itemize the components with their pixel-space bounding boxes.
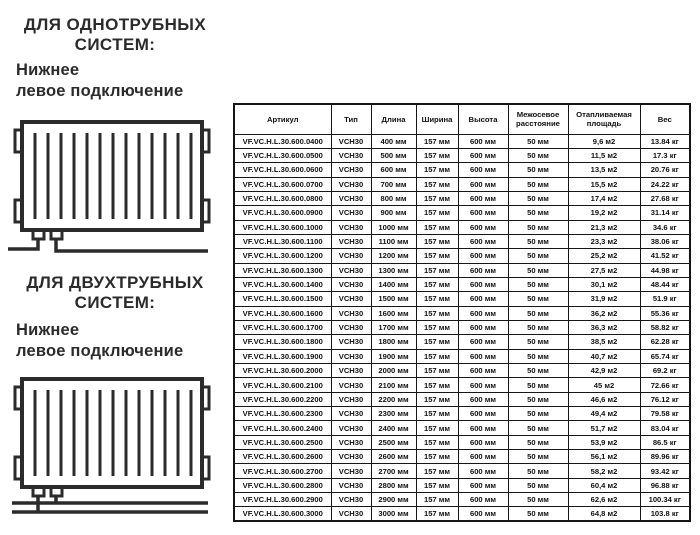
cell-heated-area: 31,9 м2 [568, 292, 640, 306]
section-heading-line: ДЛЯ ДВУХТРУБНЫХ [26, 273, 204, 292]
cell-height: 600 мм [458, 450, 508, 464]
cell-width: 157 мм [416, 263, 458, 277]
cell-length: 2300 мм [371, 407, 416, 421]
table-row [234, 450, 690, 464]
cell-height: 600 мм [458, 206, 508, 220]
cell-weight: 48.44 кг [640, 277, 690, 291]
cell-type: VCH30 [331, 478, 371, 492]
cell-axle-distance: 50 мм [508, 306, 568, 320]
cell-heated-area: 19,2 м2 [568, 206, 640, 220]
cell-type: VCH30 [331, 421, 371, 435]
section-heading-line: ДЛЯ ОДНОТРУБНЫХ [23, 15, 207, 34]
cell-type: VCH30 [331, 364, 371, 378]
table-row [234, 493, 690, 507]
cell-height: 600 мм [458, 493, 508, 507]
cell-article: VF.VC.H.L.30.600.1200 [234, 249, 331, 263]
cell-axle-distance: 50 мм [508, 435, 568, 449]
cell-article: VF.VC.H.L.30.600.0800 [234, 191, 331, 205]
cell-weight: 103.8 кг [640, 507, 690, 521]
table-row [234, 134, 690, 148]
cell-heated-area: 30,1 м2 [568, 277, 640, 291]
cell-axle-distance: 50 мм [508, 421, 568, 435]
cell-article: VF.VC.H.L.30.600.0400 [234, 134, 331, 148]
cell-article: VF.VC.H.L.30.600.1900 [234, 349, 331, 363]
table-row [234, 378, 690, 392]
cell-heated-area: 42,9 м2 [568, 364, 640, 378]
table-row [234, 507, 690, 521]
table-row [234, 392, 690, 406]
cell-height: 600 мм [458, 277, 508, 291]
cell-type: VCH30 [331, 220, 371, 234]
cell-height: 600 мм [458, 191, 508, 205]
cell-height: 600 мм [458, 435, 508, 449]
cell-axle-distance: 50 мм [508, 148, 568, 162]
cell-weight: 41.52 кг [640, 249, 690, 263]
cell-heated-area: 46,6 м2 [568, 392, 640, 406]
cell-length: 2800 мм [371, 478, 416, 492]
cell-type: VCH30 [331, 450, 371, 464]
cell-axle-distance: 50 мм [508, 507, 568, 521]
cell-width: 157 мм [416, 177, 458, 191]
column-header-article: Артикул [234, 104, 331, 134]
cell-width: 157 мм [416, 364, 458, 378]
table-row [234, 306, 690, 320]
cell-weight: 83.04 кг [640, 421, 690, 435]
cell-axle-distance: 50 мм [508, 493, 568, 507]
table-row [234, 349, 690, 363]
table-row [234, 320, 690, 334]
cell-weight: 38.06 кг [640, 234, 690, 248]
cell-type: VCH30 [331, 378, 371, 392]
column-header-weight: Вес [640, 104, 690, 134]
radiator-diagram-two-pipe [8, 375, 216, 520]
cell-type: VCH30 [331, 407, 371, 421]
cell-article: VF.VC.H.L.30.600.2400 [234, 421, 331, 435]
cell-article: VF.VC.H.L.30.600.3000 [234, 507, 331, 521]
cell-type: VCH30 [331, 320, 371, 334]
cell-weight: 44.98 кг [640, 263, 690, 277]
cell-height: 600 мм [458, 507, 508, 521]
cell-article: VF.VC.H.L.30.600.1100 [234, 234, 331, 248]
cell-article: VF.VC.H.L.30.600.1700 [234, 320, 331, 334]
cell-heated-area: 58,2 м2 [568, 464, 640, 478]
cell-length: 1200 мм [371, 249, 416, 263]
cell-height: 600 мм [458, 134, 508, 148]
cell-width: 157 мм [416, 191, 458, 205]
cell-height: 600 мм [458, 263, 508, 277]
cell-heated-area: 36,3 м2 [568, 320, 640, 334]
cell-width: 157 мм [416, 421, 458, 435]
cell-axle-distance: 50 мм [508, 450, 568, 464]
cell-type: VCH30 [331, 292, 371, 306]
cell-height: 600 мм [458, 478, 508, 492]
cell-type: VCH30 [331, 163, 371, 177]
cell-type: VCH30 [331, 306, 371, 320]
cell-height: 600 мм [458, 378, 508, 392]
cell-axle-distance: 50 мм [508, 478, 568, 492]
cell-width: 157 мм [416, 306, 458, 320]
cell-article: VF.VC.H.L.30.600.2300 [234, 407, 331, 421]
cell-axle-distance: 50 мм [508, 378, 568, 392]
cell-length: 2500 мм [371, 435, 416, 449]
cell-height: 600 мм [458, 177, 508, 191]
cell-weight: 76.12 кг [640, 392, 690, 406]
cell-article: VF.VC.H.L.30.600.1300 [234, 263, 331, 277]
cell-type: VCH30 [331, 177, 371, 191]
cell-type: VCH30 [331, 493, 371, 507]
cell-heated-area: 45 м2 [568, 378, 640, 392]
cell-weight: 65.74 кг [640, 349, 690, 363]
cell-axle-distance: 50 мм [508, 320, 568, 334]
section-heading-line: СИСТЕМ: [74, 293, 156, 312]
cell-axle-distance: 50 мм [508, 263, 568, 277]
connection-label-line: Нижнее [16, 321, 80, 339]
cell-type: VCH30 [331, 134, 371, 148]
cell-width: 157 мм [416, 478, 458, 492]
cell-height: 600 мм [458, 407, 508, 421]
cell-weight: 17.3 кг [640, 148, 690, 162]
cell-type: VCH30 [331, 234, 371, 248]
cell-weight: 79.58 кг [640, 407, 690, 421]
cell-length: 500 мм [371, 148, 416, 162]
cell-article: VF.VC.H.L.30.600.1000 [234, 220, 331, 234]
cell-axle-distance: 50 мм [508, 234, 568, 248]
cell-length: 600 мм [371, 163, 416, 177]
two-pipe-connection-label [0, 320, 230, 362]
cell-article: VF.VC.H.L.30.600.2100 [234, 378, 331, 392]
cell-weight: 86.5 кг [640, 435, 690, 449]
cell-height: 600 мм [458, 249, 508, 263]
cell-height: 600 мм [458, 335, 508, 349]
cell-axle-distance: 50 мм [508, 292, 568, 306]
table-row [234, 335, 690, 349]
cell-width: 157 мм [416, 220, 458, 234]
cell-axle-distance: 50 мм [508, 206, 568, 220]
cell-type: VCH30 [331, 148, 371, 162]
cell-width: 157 мм [416, 507, 458, 521]
cell-axle-distance: 50 мм [508, 177, 568, 191]
table-row [234, 263, 690, 277]
cell-length: 1000 мм [371, 220, 416, 234]
cell-length: 800 мм [371, 191, 416, 205]
cell-type: VCH30 [331, 191, 371, 205]
cell-length: 2000 мм [371, 364, 416, 378]
cell-heated-area: 25,2 м2 [568, 249, 640, 263]
cell-heated-area: 64,8 м2 [568, 507, 640, 521]
cell-heated-area: 53,9 м2 [568, 435, 640, 449]
cell-length: 900 мм [371, 206, 416, 220]
cell-height: 600 мм [458, 234, 508, 248]
cell-width: 157 мм [416, 163, 458, 177]
cell-height: 600 мм [458, 148, 508, 162]
cell-type: VCH30 [331, 349, 371, 363]
left-panel [0, 0, 230, 535]
cell-weight: 51.9 кг [640, 292, 690, 306]
connection-label-line: Нижнее [16, 61, 80, 79]
table-row [234, 249, 690, 263]
cell-article: VF.VC.H.L.30.600.2500 [234, 435, 331, 449]
cell-weight: 31.14 кг [640, 206, 690, 220]
cell-weight: 72.66 кг [640, 378, 690, 392]
cell-weight: 24.22 кг [640, 177, 690, 191]
cell-heated-area: 36,2 м2 [568, 306, 640, 320]
cell-width: 157 мм [416, 378, 458, 392]
cell-weight: 62.28 кг [640, 335, 690, 349]
cell-heated-area: 40,7 м2 [568, 349, 640, 363]
cell-width: 157 мм [416, 277, 458, 291]
cell-width: 157 мм [416, 450, 458, 464]
table-header [234, 104, 690, 134]
table-row [234, 206, 690, 220]
single-pipe-section-heading [0, 15, 230, 55]
column-header-length: Длина [371, 104, 416, 134]
cell-heated-area: 9,6 м2 [568, 134, 640, 148]
cell-length: 1900 мм [371, 349, 416, 363]
table-row [234, 464, 690, 478]
cell-article: VF.VC.H.L.30.600.2000 [234, 364, 331, 378]
cell-weight: 27.68 кг [640, 191, 690, 205]
cell-type: VCH30 [331, 507, 371, 521]
cell-width: 157 мм [416, 349, 458, 363]
radiator-diagram-single-pipe [8, 118, 216, 258]
cell-type: VCH30 [331, 263, 371, 277]
cell-type: VCH30 [331, 335, 371, 349]
cell-axle-distance: 50 мм [508, 335, 568, 349]
radiator-spec-table [233, 103, 691, 522]
section-heading-line: СИСТЕМ: [74, 35, 156, 54]
table-row [234, 191, 690, 205]
cell-height: 600 мм [458, 392, 508, 406]
cell-heated-area: 62,6 м2 [568, 493, 640, 507]
cell-axle-distance: 50 мм [508, 364, 568, 378]
column-header-type: Тип [331, 104, 371, 134]
cell-height: 600 мм [458, 163, 508, 177]
cell-article: VF.VC.H.L.30.600.2200 [234, 392, 331, 406]
cell-heated-area: 38,5 м2 [568, 335, 640, 349]
cell-width: 157 мм [416, 335, 458, 349]
cell-weight: 55.36 кг [640, 306, 690, 320]
cell-weight: 20.76 кг [640, 163, 690, 177]
table-row [234, 435, 690, 449]
cell-width: 157 мм [416, 234, 458, 248]
cell-width: 157 мм [416, 249, 458, 263]
table-row [234, 364, 690, 378]
table-row [234, 292, 690, 306]
two-pipe-section-heading [0, 273, 230, 313]
cell-heated-area: 49,4 м2 [568, 407, 640, 421]
cell-weight: 69.2 кг [640, 364, 690, 378]
cell-length: 2600 мм [371, 450, 416, 464]
cell-article: VF.VC.H.L.30.600.2800 [234, 478, 331, 492]
cell-article: VF.VC.H.L.30.600.1500 [234, 292, 331, 306]
table-body [234, 134, 690, 521]
cell-article: VF.VC.H.L.30.600.2900 [234, 493, 331, 507]
cell-axle-distance: 50 мм [508, 249, 568, 263]
column-header-height: Высота [458, 104, 508, 134]
cell-weight: 96.88 кг [640, 478, 690, 492]
cell-heated-area: 11,5 м2 [568, 148, 640, 162]
connection-label-line: левое подключение [16, 342, 184, 360]
cell-heated-area: 17,4 м2 [568, 191, 640, 205]
table-row [234, 177, 690, 191]
cell-height: 600 мм [458, 292, 508, 306]
cell-type: VCH30 [331, 464, 371, 478]
cell-article: VF.VC.H.L.30.600.0600 [234, 163, 331, 177]
cell-axle-distance: 50 мм [508, 134, 568, 148]
cell-heated-area: 21,3 м2 [568, 220, 640, 234]
cell-width: 157 мм [416, 392, 458, 406]
cell-width: 157 мм [416, 320, 458, 334]
connection-label-line: левое подключение [16, 82, 184, 100]
cell-length: 1400 мм [371, 277, 416, 291]
cell-height: 600 мм [458, 306, 508, 320]
cell-length: 400 мм [371, 134, 416, 148]
cell-length: 2900 мм [371, 493, 416, 507]
cell-article: VF.VC.H.L.30.600.1400 [234, 277, 331, 291]
cell-height: 600 мм [458, 421, 508, 435]
cell-axle-distance: 50 мм [508, 220, 568, 234]
cell-length: 2400 мм [371, 421, 416, 435]
cell-axle-distance: 50 мм [508, 277, 568, 291]
table-row [234, 407, 690, 421]
cell-weight: 89.96 кг [640, 450, 690, 464]
cell-weight: 58.82 кг [640, 320, 690, 334]
cell-width: 157 мм [416, 435, 458, 449]
table-header-row [234, 104, 690, 134]
cell-article: VF.VC.H.L.30.600.1600 [234, 306, 331, 320]
cell-length: 1300 мм [371, 263, 416, 277]
cell-width: 157 мм [416, 292, 458, 306]
cell-type: VCH30 [331, 249, 371, 263]
cell-heated-area: 27,5 м2 [568, 263, 640, 277]
table-row [234, 421, 690, 435]
cell-axle-distance: 50 мм [508, 407, 568, 421]
single-pipe-connection-label [0, 60, 230, 102]
cell-length: 3000 мм [371, 507, 416, 521]
column-header-axle-distance: Межосевое расстояние [508, 104, 568, 134]
cell-article: VF.VC.H.L.30.600.2700 [234, 464, 331, 478]
cell-axle-distance: 50 мм [508, 349, 568, 363]
cell-width: 157 мм [416, 206, 458, 220]
cell-heated-area: 13,5 м2 [568, 163, 640, 177]
cell-article: VF.VC.H.L.30.600.2600 [234, 450, 331, 464]
cell-height: 600 мм [458, 320, 508, 334]
cell-axle-distance: 50 мм [508, 464, 568, 478]
cell-type: VCH30 [331, 277, 371, 291]
cell-axle-distance: 50 мм [508, 392, 568, 406]
cell-length: 1500 мм [371, 292, 416, 306]
cell-length: 2200 мм [371, 392, 416, 406]
column-header-width: Ширина [416, 104, 458, 134]
cell-weight: 93.42 кг [640, 464, 690, 478]
cell-width: 157 мм [416, 407, 458, 421]
cell-width: 157 мм [416, 134, 458, 148]
cell-type: VCH30 [331, 206, 371, 220]
cell-article: VF.VC.H.L.30.600.0700 [234, 177, 331, 191]
cell-width: 157 мм [416, 464, 458, 478]
cell-length: 1600 мм [371, 306, 416, 320]
cell-axle-distance: 50 мм [508, 163, 568, 177]
cell-heated-area: 60,4 м2 [568, 478, 640, 492]
cell-height: 600 мм [458, 464, 508, 478]
cell-heated-area: 56,1 м2 [568, 450, 640, 464]
cell-type: VCH30 [331, 435, 371, 449]
cell-height: 600 мм [458, 220, 508, 234]
cell-width: 157 мм [416, 493, 458, 507]
cell-heated-area: 23,3 м2 [568, 234, 640, 248]
cell-heated-area: 51,7 м2 [568, 421, 640, 435]
cell-length: 1800 мм [371, 335, 416, 349]
cell-heated-area: 15,5 м2 [568, 177, 640, 191]
cell-article: VF.VC.H.L.30.600.0500 [234, 148, 331, 162]
cell-length: 1700 мм [371, 320, 416, 334]
cell-length: 1100 мм [371, 234, 416, 248]
table-row [234, 234, 690, 248]
cell-height: 600 мм [458, 349, 508, 363]
cell-weight: 13.84 кг [640, 134, 690, 148]
cell-length: 2700 мм [371, 464, 416, 478]
table-row [234, 478, 690, 492]
cell-article: VF.VC.H.L.30.600.1800 [234, 335, 331, 349]
cell-height: 600 мм [458, 364, 508, 378]
table-row [234, 277, 690, 291]
cell-type: VCH30 [331, 392, 371, 406]
cell-length: 700 мм [371, 177, 416, 191]
cell-length: 2100 мм [371, 378, 416, 392]
cell-weight: 100.34 кг [640, 493, 690, 507]
cell-width: 157 мм [416, 148, 458, 162]
table-row [234, 220, 690, 234]
cell-axle-distance: 50 мм [508, 191, 568, 205]
cell-article: VF.VC.H.L.30.600.0900 [234, 206, 331, 220]
table-row [234, 163, 690, 177]
column-header-heated-area: Отапливаемая площадь [568, 104, 640, 134]
table-row [234, 148, 690, 162]
cell-weight: 34.6 кг [640, 220, 690, 234]
